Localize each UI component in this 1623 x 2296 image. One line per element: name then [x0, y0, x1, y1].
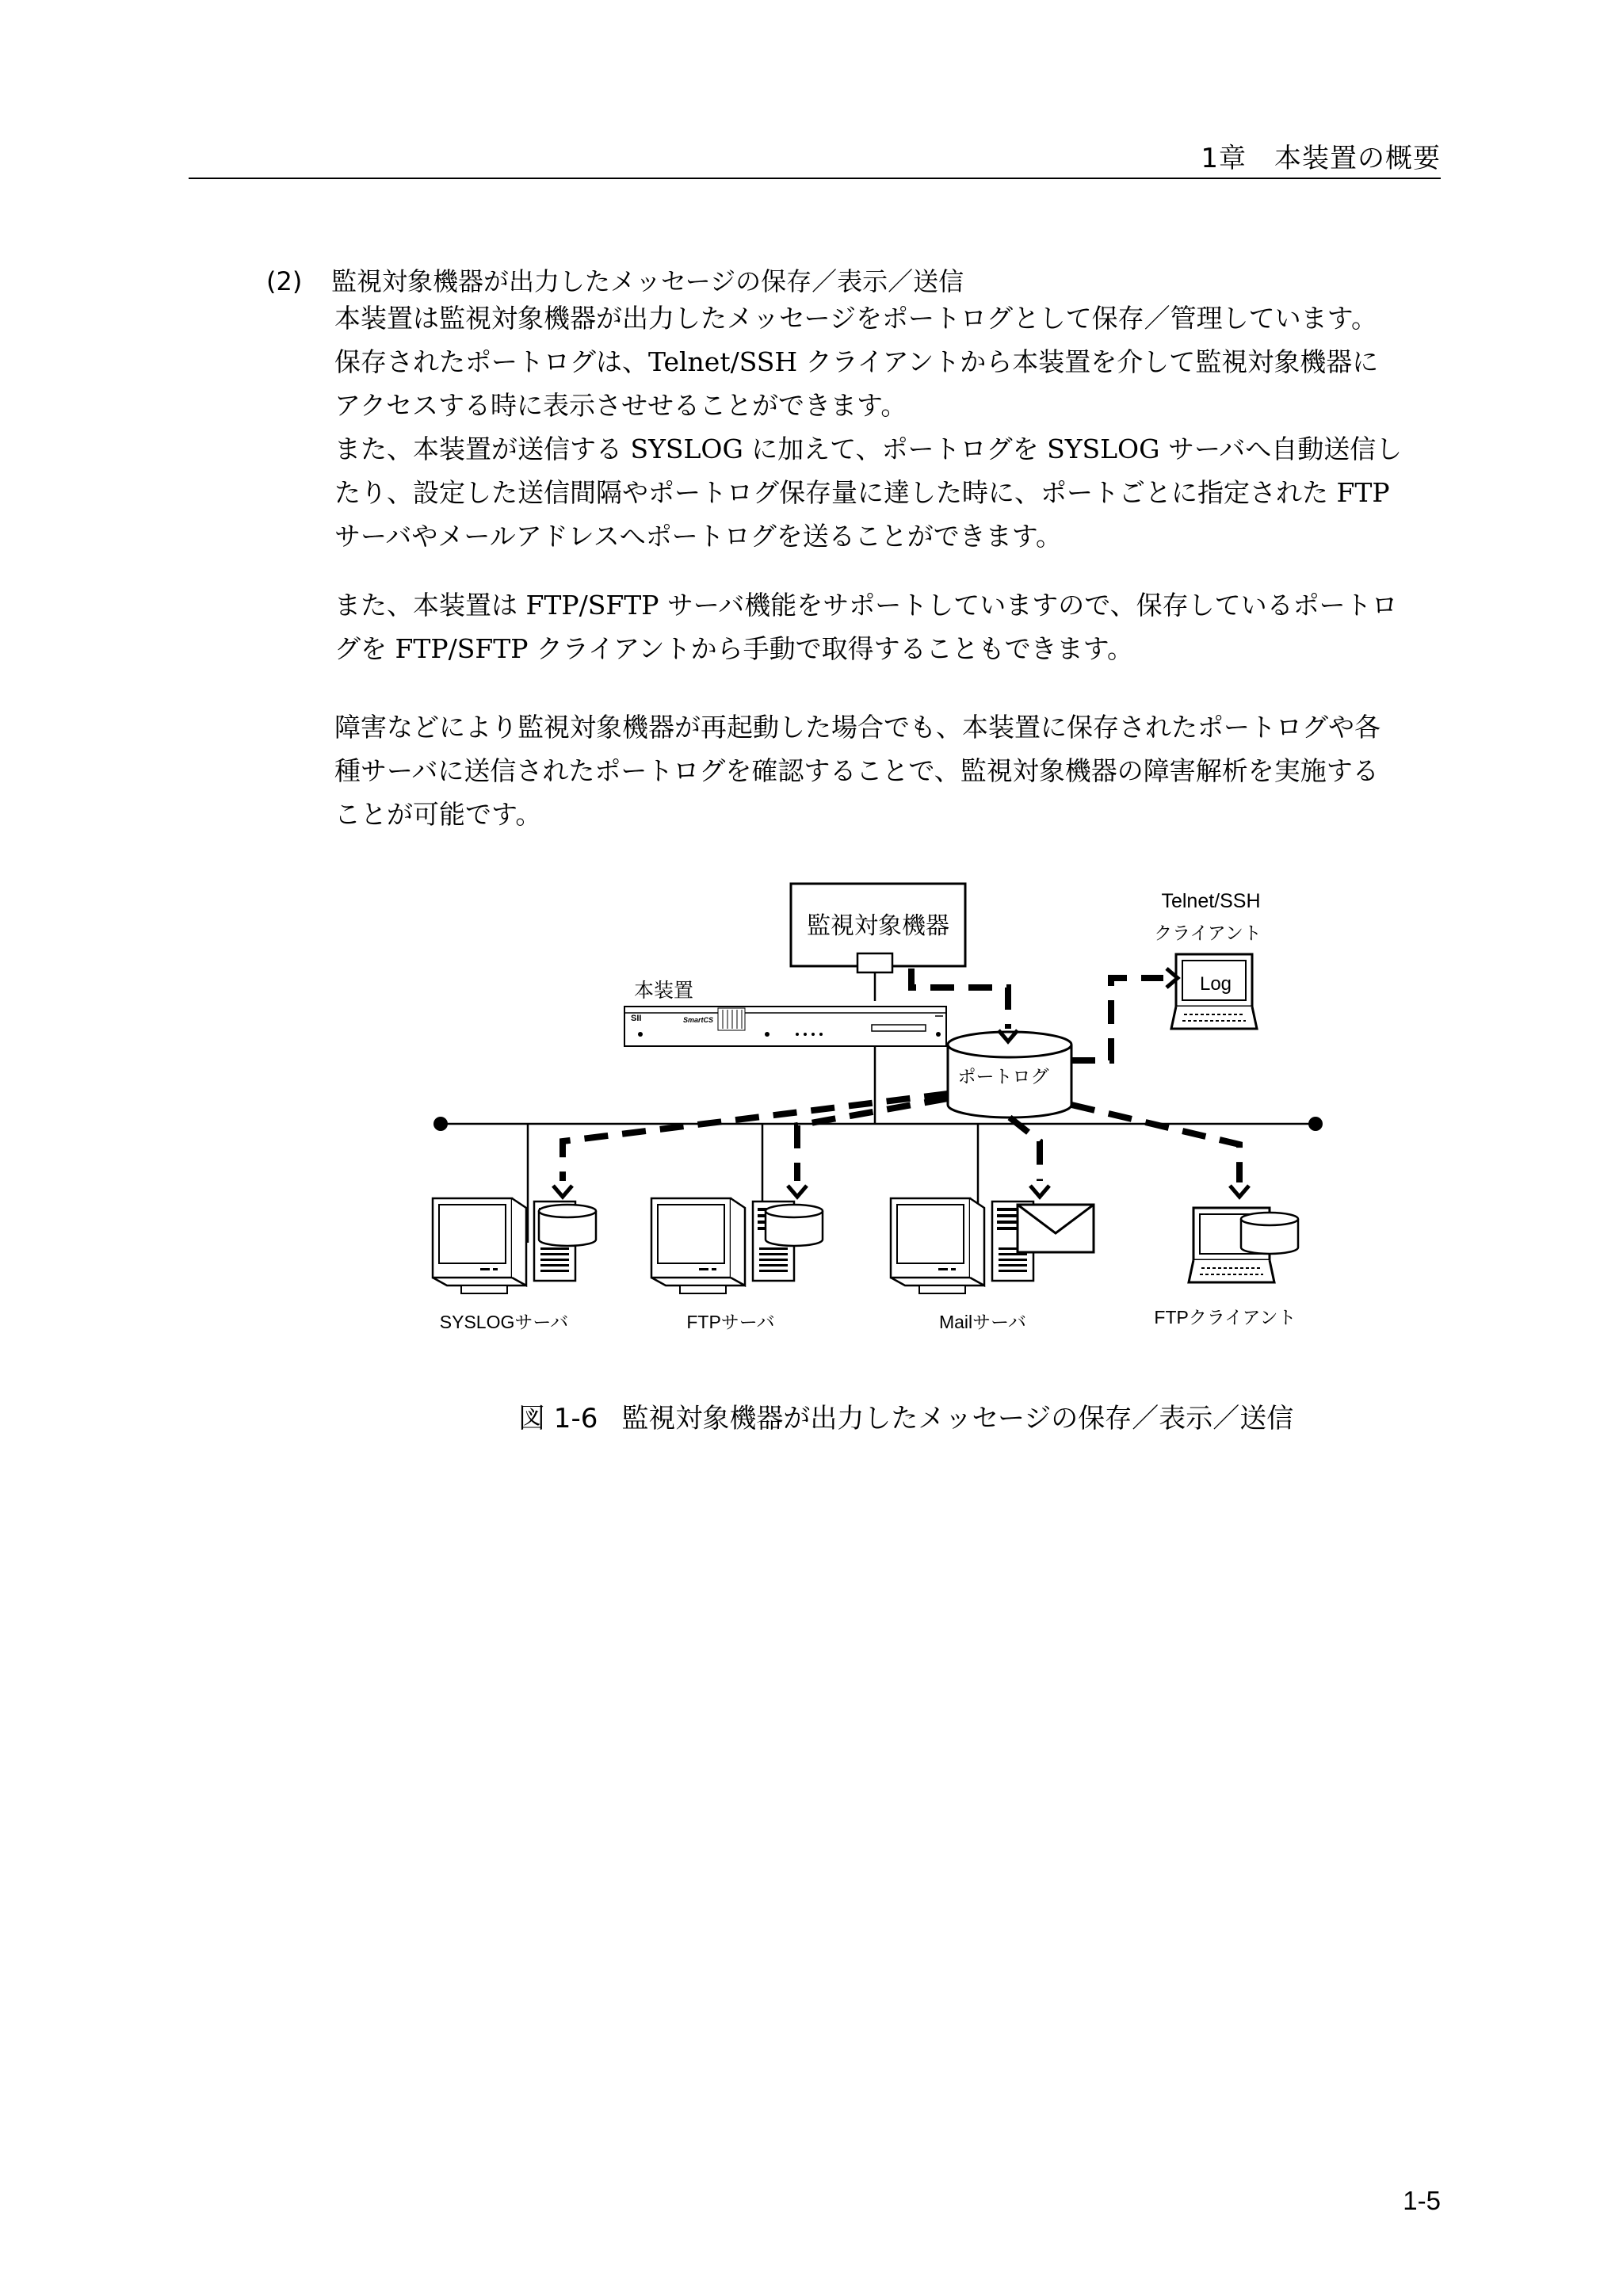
port-log-database [948, 1032, 1071, 1117]
section-title: 監視対象機器が出力したメッセージの保存／表示／送信 [331, 266, 964, 296]
figure-title: 監視対象機器が出力したメッセージの保存／表示／送信 [621, 1403, 1294, 1435]
ftp-client [1154, 1208, 1298, 1328]
monitored-device [791, 884, 965, 1001]
telnet-ssh-client [1154, 890, 1262, 1029]
device-label: 本装置 [634, 980, 694, 1002]
text-line: 保存されたポートログは、Telnet/SSH クライアントから本装置を介して監視対象機器に [334, 346, 1379, 377]
monitored-device-label: 監視対象機器 [807, 913, 949, 939]
text-line: サーバやメールアドレスへポートログを送ることができます。 [334, 521, 1063, 552]
page-number: 1-5 [1403, 2186, 1441, 2215]
device-brand: SII [631, 1014, 642, 1023]
client-label-line2: クライアント [1154, 923, 1262, 943]
figure-number: 図 1-6 [518, 1403, 598, 1435]
text-line: また、本装置は FTP/SFTP サーバ機能をサポートしていますので、保存しているポートロ [334, 590, 1398, 621]
section-number: (2) [266, 266, 303, 296]
text-line: グを FTP/SFTP クライアントから手動で取得することもできます。 [334, 633, 1133, 664]
chapter-header: 1章 本装置の概要 [1201, 143, 1441, 174]
syslog-server [433, 1198, 596, 1332]
ftp-server [651, 1198, 823, 1332]
text-line: アクセスする時に表示させせることができます。 [334, 390, 907, 421]
text-line: 本装置は監視対象機器が出力したメッセージをポートログとして保存／管理しています。 [334, 303, 1378, 334]
mail-server-label: Mailサーバ [938, 1312, 1027, 1332]
syslog-server-label: SYSLOGサーバ [439, 1312, 569, 1332]
text-line: また、本装置が送信する SYSLOG に加えて、ポートログを SYSLOG サーバへ自動送信し [334, 434, 1403, 464]
ftp-client-label: FTPクライアント [1154, 1307, 1296, 1328]
envelope-icon [1018, 1205, 1094, 1252]
ftp-server-label: FTPサーバ [686, 1312, 775, 1332]
text-line: 障害などにより監視対象機器が再起動した場合でも、本装置に保存されたポートログや各 [334, 712, 1381, 743]
port-log-label: ポートログ [957, 1066, 1049, 1087]
client-label-line1: Telnet/SSH [1161, 890, 1261, 912]
text-line: たり、設定した送信間隔やポートログ保存量に達した時に、ポートごとに指定された FTP [334, 477, 1390, 508]
log-screen-text: Log [1199, 973, 1232, 995]
mail-server [891, 1198, 1094, 1332]
text-line: ことが可能です。 [334, 799, 542, 830]
arrowheads [553, 968, 1249, 1197]
smartcs-device [624, 980, 946, 1046]
text-line: 種サーバに送信されたポートログを確認することで、監視対象機器の障害解析を実施する [334, 755, 1379, 786]
figure-caption [518, 1396, 1293, 1435]
device-model: SmartCS [683, 1016, 714, 1024]
